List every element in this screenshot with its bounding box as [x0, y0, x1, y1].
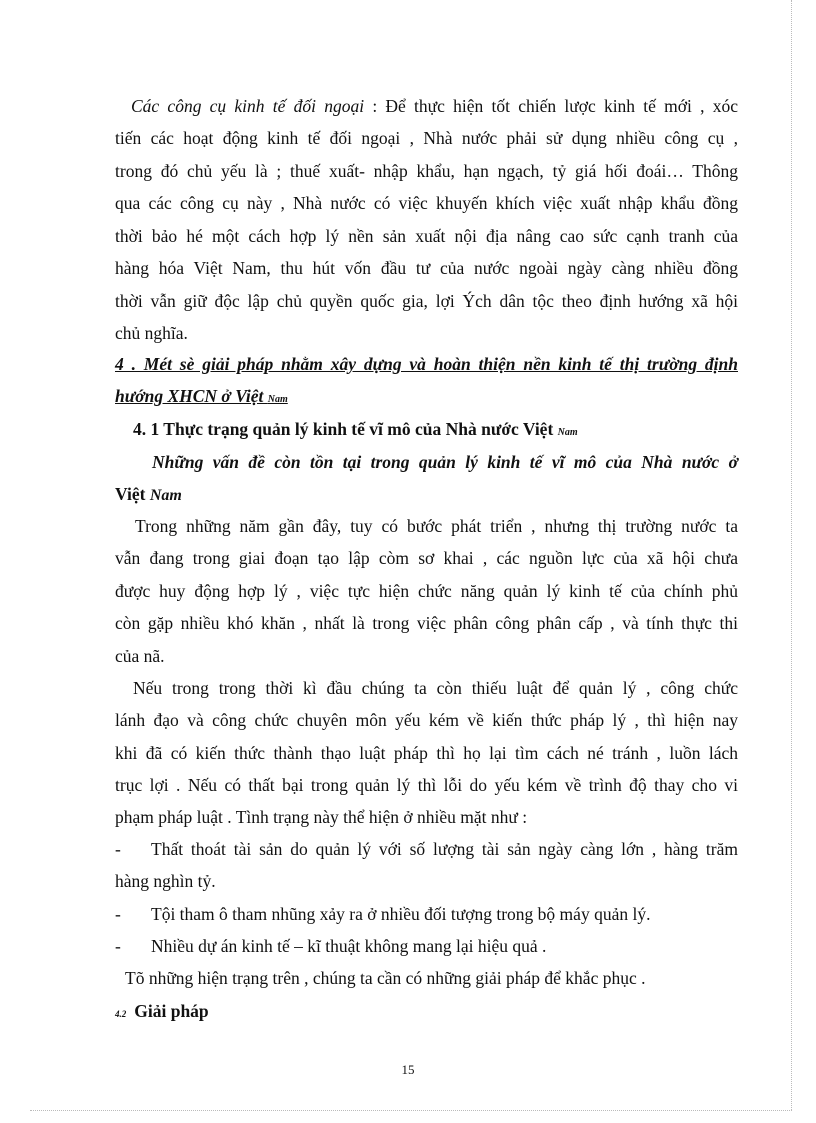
- para1-line7: thời vẫn giữ độc lập chủ quyền quốc gia, lợi Ých dân tộc theo định hướng xã hội: [115, 291, 738, 311]
- para2-line2: vẫn đang trong giai đoạn tạo lập còm sơ khai , các nguồn lực của xã hội chưa: [115, 548, 738, 568]
- page-border-right: [791, 0, 792, 1110]
- section41-title: [133, 418, 756, 444]
- bullet-dash-3: -: [115, 936, 121, 956]
- para1-line5: thời bảo hé một cách hợp lý nền sản xuất nội địa nâng cao sức cạnh tranh của: [115, 226, 738, 246]
- section4-heading-line1: 4 . Mét sè giải pháp nhằm xây dựng và hoàn thiện nền kinh tế thị trường định: [115, 354, 738, 374]
- section4-heading-line2: [115, 385, 738, 411]
- bullet-1-line2: hàng nghìn tỷ.: [115, 871, 216, 891]
- bullet-dash-2: -: [115, 904, 121, 924]
- para1-line4: qua các công cụ này , Nhà nước có việc khuyến khích việc xuất nhập khẩu đồng: [115, 193, 738, 213]
- para1-line1: [115, 95, 738, 117]
- term-foreign-economic-tools: Các công cụ kinh tế đối ngoại: [131, 96, 365, 116]
- para1-line2: tiến các hoạt động kinh tế đối ngoại , Nhà nước phải sử dụng nhiều công cụ ,: [115, 128, 738, 148]
- page-number: 15: [401, 1062, 415, 1077]
- section4-heading-text: hướng XHCN ở Việt: [115, 386, 268, 406]
- closing-sentence: Tõ những hiện trạng trên , chúng ta cần có những giải pháp để khắc phục .: [125, 968, 646, 988]
- section41-subheading-line2: [115, 483, 738, 507]
- section42-heading: [115, 1000, 738, 1025]
- section42-number: 4.2: [115, 1009, 127, 1019]
- bullet-1-line1: Thất thoát tài sản do quản lý với số lượng tài sản ngày càng lớn , hàng trăm: [151, 839, 738, 859]
- section41-title-text: 4. 1 Thực trạng quản lý kinh tế vĩ mô của Nhà nước Việt: [133, 419, 558, 439]
- section42-title: Giải pháp: [134, 1001, 209, 1021]
- para2-line5: của nã.: [115, 646, 165, 666]
- para1-line3: trong đó chủ yếu là ; thuế xuất- nhập khẩu, hạn ngạch, tỷ giá hối đoái… Thông: [115, 161, 738, 181]
- para2-line4: còn gặp nhiều khó khăn , nhất là trong việc phân công phân cấp , và tính thực thi: [115, 613, 738, 633]
- para3-line3: khi đã có kiến thức thành thạo luật pháp thì họ lại tìm cách né tránh , luồn lách: [115, 743, 738, 763]
- para3-line2: lánh đạo và công chức chuyên môn yếu kém về kiến thức pháp lý , thì hiện nay: [115, 710, 738, 730]
- para3-line4: trục lợi . Nếu có thất bại trong quản lý thì lỗi do yếu kém về trình độ thay cho vi: [115, 775, 738, 795]
- page-border-bottom: [30, 1110, 792, 1111]
- para2-line1: Trong những năm gần đây, tuy có bước phát triển , nhưng thị trường nước ta: [135, 516, 738, 536]
- section41-subheading-nam: Nam: [149, 487, 182, 504]
- para3-line1: Nếu trong trong thời kì đầu chúng ta còn thiếu luật để quản lý , công chức: [133, 678, 738, 698]
- bullet-dash-1: -: [115, 839, 121, 859]
- section41-subheading-viet: Việt: [115, 484, 150, 504]
- bullet-3: Nhiều dự án kinh tế – kĩ thuật không mang lại hiệu quả .: [151, 936, 547, 956]
- section41-title-tail: Nam: [557, 427, 578, 438]
- section41-subheading-line1: Những vấn đề còn tồn tại trong quản lý kinh tế vĩ mô của Nhà nước ở: [152, 452, 738, 472]
- bullet-2: Tội tham ô tham nhũng xảy ra ở nhiều đối tượng trong bộ máy quản lý.: [151, 904, 651, 924]
- para1-line8: chủ nghĩa.: [115, 323, 188, 343]
- para1-line1-text: : Để thực hiện tốt chiến lược kinh tế mới , xóc: [364, 96, 738, 116]
- section4-heading-tail: Nam: [267, 394, 288, 405]
- para2-line3: được huy động hợp lý , việc tực hiện chức năng quản lý kinh tế của chính phủ: [115, 581, 738, 601]
- para3-line5: phạm pháp luật . Tình trạng này thể hiện ở nhiều mặt như :: [115, 807, 528, 827]
- para1-line6: hàng hóa Việt Nam, thu hút vốn đầu tư của nước ngoài ngày càng nhiều đồng: [115, 258, 738, 278]
